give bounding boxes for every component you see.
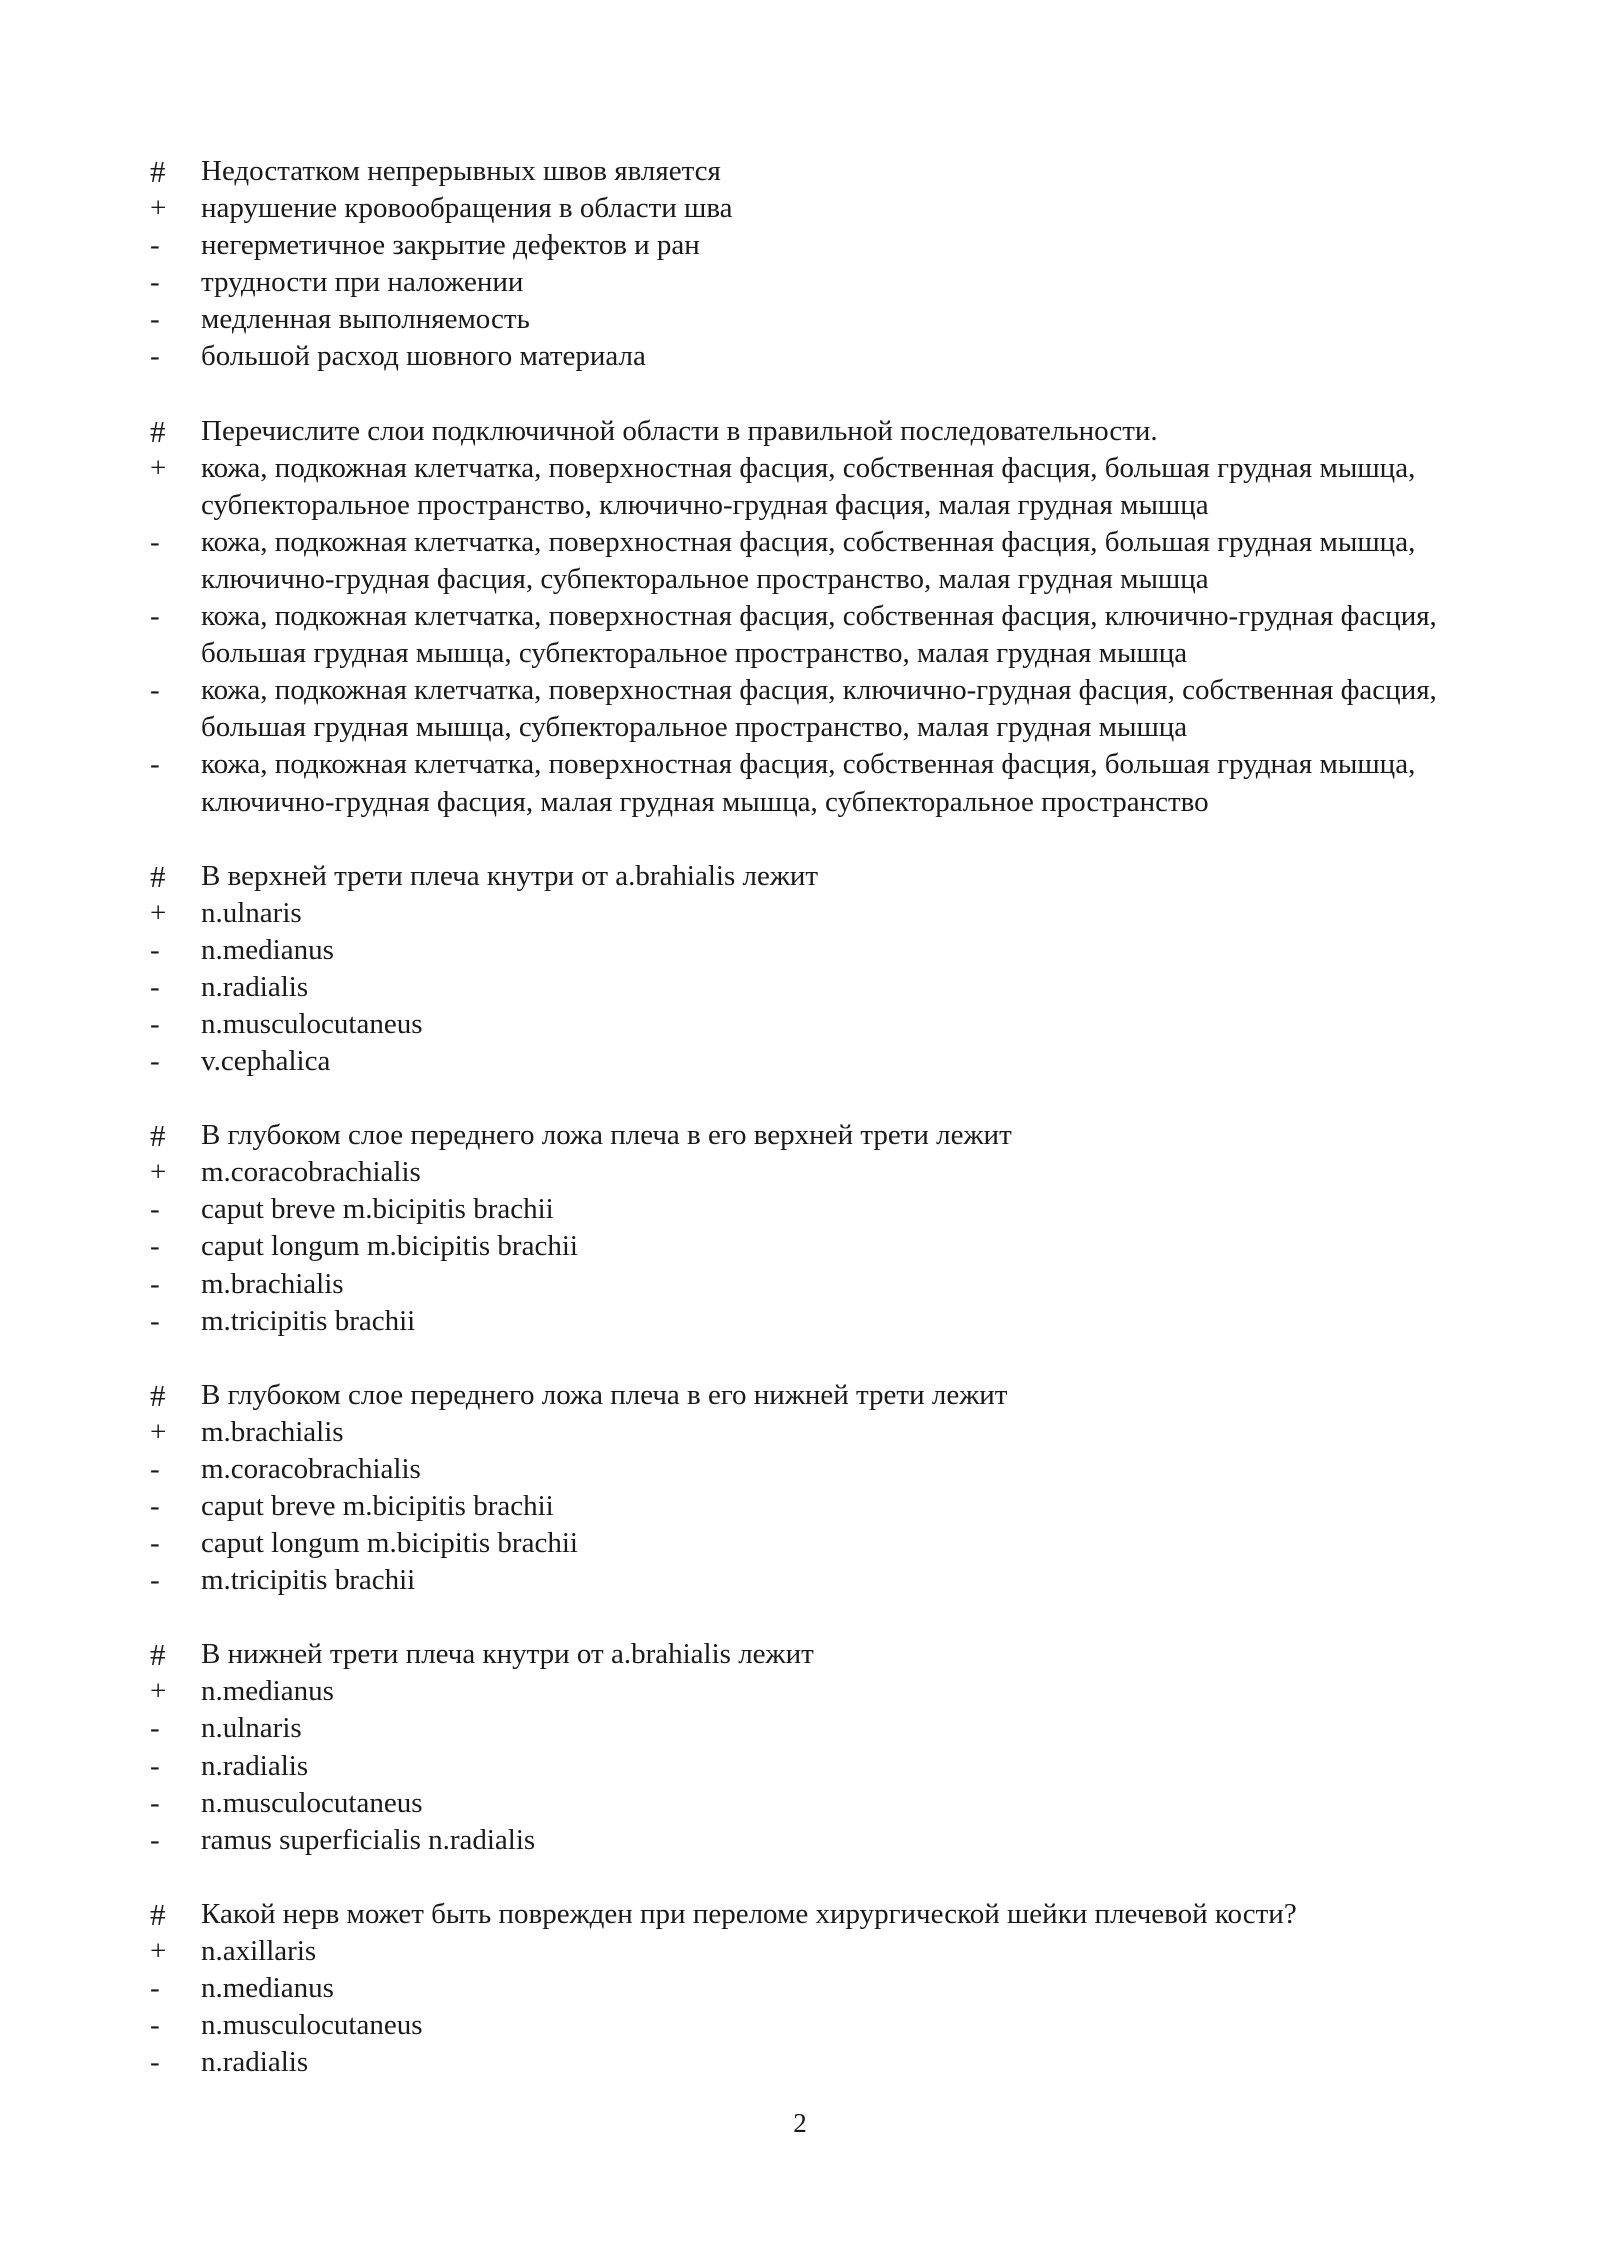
answer-text: n.medianus bbox=[201, 1675, 334, 1708]
answer-option bbox=[150, 672, 1480, 746]
answer-text: v.cephalica bbox=[201, 1045, 331, 1078]
answer-text: caput breve m.bicipitis brachii bbox=[201, 1490, 554, 1522]
question-text: Недостатком непрерывных швов является bbox=[201, 155, 721, 187]
answer-marker: - bbox=[150, 1230, 160, 1263]
question-marker: # bbox=[150, 1377, 166, 1413]
answer-marker: - bbox=[150, 2046, 160, 2079]
question-line bbox=[150, 1896, 1480, 1933]
answer-text: n.musculocutaneus bbox=[201, 2009, 423, 2042]
question-text: Перечислите слои подключичной области в правильной последовательности. bbox=[201, 414, 1158, 447]
answer-marker: - bbox=[150, 266, 160, 299]
answer-text: n.radialis bbox=[201, 1749, 309, 1782]
answer-text: m.tricipitis brachii bbox=[201, 1564, 416, 1597]
question-marker: # bbox=[150, 1118, 166, 1154]
answer-text: caput longum m.bicipitis brachii bbox=[201, 1230, 578, 1263]
question-line bbox=[150, 1117, 1480, 1154]
answer-correct bbox=[150, 1154, 1480, 1191]
answer-marker: - bbox=[150, 1452, 160, 1485]
answer-marker: + bbox=[150, 192, 167, 225]
answer-marker: - bbox=[150, 1712, 160, 1745]
answer-text: кожа, подкожная клетчатка, поверхностная фасция, собственная фасция, большая грудная мышца, ключично-грудная фасция, малая грудная мышца, субпекторальное пространство bbox=[201, 748, 1416, 818]
answer-marker: - bbox=[150, 1786, 160, 1819]
answer-marker: - bbox=[150, 1972, 160, 2005]
answer-option bbox=[150, 1303, 1480, 1340]
answer-option bbox=[150, 301, 1480, 338]
answer-option bbox=[150, 598, 1480, 672]
question-line bbox=[150, 153, 1480, 190]
answer-text: caput longum m.bicipitis brachii bbox=[201, 1527, 578, 1560]
question-text: В глубоком слое переднего ложа плеча в его нижней трети лежит bbox=[201, 1378, 1008, 1411]
answer-option bbox=[150, 1006, 1480, 1043]
answer-correct bbox=[150, 1673, 1480, 1710]
answer-option bbox=[150, 932, 1480, 969]
question-line bbox=[150, 413, 1480, 450]
answer-text: n.musculocutaneus bbox=[201, 1007, 423, 1040]
question-line bbox=[150, 1636, 1480, 1673]
answer-marker: - bbox=[150, 970, 160, 1003]
answer-option bbox=[150, 1822, 1480, 1859]
answer-option bbox=[150, 1191, 1480, 1228]
question-text: Какой нерв может быть поврежден при переломе хирургической шейки плечевой кости? bbox=[201, 1897, 1297, 1930]
answer-option bbox=[150, 338, 1480, 375]
answer-text: n.ulnaris bbox=[201, 896, 302, 929]
answer-marker: - bbox=[150, 1749, 160, 1782]
answer-option bbox=[150, 1785, 1480, 1822]
answer-option bbox=[150, 2044, 1480, 2081]
question-block bbox=[150, 1117, 1480, 1340]
question-marker: # bbox=[150, 858, 166, 894]
answer-correct bbox=[150, 1933, 1480, 1970]
question-marker: # bbox=[150, 154, 166, 189]
answer-text: n.ulnaris bbox=[201, 1712, 302, 1745]
answer-option bbox=[150, 1710, 1480, 1747]
answer-marker: - bbox=[150, 1490, 160, 1522]
answer-marker: - bbox=[150, 1304, 160, 1337]
answer-correct bbox=[150, 190, 1480, 227]
answer-text: нарушение кровообращения в области шва bbox=[201, 192, 733, 225]
answer-option bbox=[150, 1970, 1480, 2007]
answer-text: n.radialis bbox=[201, 2046, 309, 2079]
answer-marker: + bbox=[150, 451, 167, 484]
answer-option bbox=[150, 1562, 1480, 1599]
answer-marker: - bbox=[150, 933, 160, 966]
answer-text: n.medianus bbox=[201, 933, 334, 966]
answer-option bbox=[150, 1228, 1480, 1265]
answer-marker: + bbox=[150, 1156, 167, 1189]
answer-text: медленная выполняемость bbox=[201, 303, 530, 336]
answer-marker: + bbox=[150, 1415, 167, 1448]
answer-text: кожа, подкожная клетчатка, поверхностная фасция, собственная фасция, большая грудная мышца, субпекторальное пространство, ключично-грудная фасция, малая грудная мышца bbox=[201, 451, 1416, 521]
answer-correct bbox=[150, 450, 1480, 524]
answer-text: кожа, подкожная клетчатка, поверхностная фасция, ключично-грудная фасция, собственная фасция, большая грудная мышца, субпекторальное пространство, малая грудная мышца bbox=[201, 674, 1437, 744]
answer-option bbox=[150, 227, 1480, 264]
answer-text: трудности при наложении bbox=[201, 266, 524, 299]
question-text: В нижней трети плеча кнутри от a.brahialis лежит bbox=[201, 1638, 814, 1671]
question-block bbox=[150, 413, 1480, 821]
answer-marker: - bbox=[150, 1193, 160, 1226]
answer-text: кожа, подкожная клетчатка, поверхностная фасция, собственная фасция, большая грудная мышца, ключично-грудная фасция, субпекторальное пространство, малая грудная мышца bbox=[201, 525, 1416, 595]
answer-marker: - bbox=[150, 525, 160, 558]
answer-text: кожа, подкожная клетчатка, поверхностная фасция, собственная фасция, ключично-грудная фасция, большая грудная мышца, субпекторальное пространство, малая грудная мышца bbox=[201, 600, 1437, 670]
question-line bbox=[150, 1377, 1480, 1414]
question-marker: # bbox=[150, 413, 166, 449]
question-block bbox=[150, 1896, 1480, 2081]
answer-option bbox=[150, 1043, 1480, 1080]
answer-marker: - bbox=[150, 340, 160, 373]
answer-option bbox=[150, 1451, 1480, 1488]
answer-marker: - bbox=[150, 748, 160, 781]
answer-text: ramus superficialis n.radialis bbox=[201, 1823, 536, 1856]
question-line bbox=[150, 858, 1480, 895]
answer-text: m.brachialis bbox=[201, 1415, 344, 1448]
question-marker: # bbox=[150, 1637, 166, 1673]
answer-correct bbox=[150, 1414, 1480, 1451]
answer-text: m.coracobrachialis bbox=[201, 1156, 421, 1189]
answer-correct bbox=[150, 895, 1480, 932]
answer-option bbox=[150, 746, 1480, 820]
answer-marker: + bbox=[150, 1934, 167, 1967]
answer-text: n.medianus bbox=[201, 1972, 334, 2005]
question-block bbox=[150, 1636, 1480, 1859]
answer-text: m.coracobrachialis bbox=[201, 1452, 421, 1485]
answer-text: caput breve m.bicipitis brachii bbox=[201, 1193, 554, 1226]
answer-option bbox=[150, 524, 1480, 598]
answer-marker: - bbox=[150, 2009, 160, 2042]
answer-option bbox=[150, 264, 1480, 301]
answer-option bbox=[150, 1488, 1480, 1525]
answer-marker: - bbox=[150, 600, 160, 633]
answer-option bbox=[150, 969, 1480, 1006]
question-block bbox=[150, 153, 1480, 376]
answer-marker: - bbox=[150, 1267, 160, 1300]
answer-marker: - bbox=[150, 1007, 160, 1040]
answer-marker: - bbox=[150, 303, 160, 336]
answer-marker: - bbox=[150, 674, 160, 707]
answer-marker: - bbox=[150, 1527, 160, 1560]
question-text: В глубоком слое переднего ложа плеча в его верхней трети лежит bbox=[201, 1119, 1012, 1152]
answer-option bbox=[150, 2007, 1480, 2044]
answer-text: n.radialis bbox=[201, 970, 309, 1003]
answer-text: m.brachialis bbox=[201, 1267, 344, 1300]
answer-marker: - bbox=[150, 1823, 160, 1856]
answer-text: большой расход шовного материала bbox=[201, 340, 646, 373]
answer-text: негерметичное закрытие дефектов и ран bbox=[201, 229, 700, 262]
answer-text: n.musculocutaneus bbox=[201, 1786, 423, 1819]
answer-marker: - bbox=[150, 1564, 160, 1597]
answer-marker: + bbox=[150, 896, 167, 929]
question-block bbox=[150, 1377, 1480, 1600]
answer-option bbox=[150, 1748, 1480, 1785]
question-list bbox=[150, 153, 1480, 2118]
question-block bbox=[150, 858, 1480, 1081]
page-number: 2 bbox=[793, 2108, 807, 2138]
answer-marker: + bbox=[150, 1675, 167, 1708]
answer-option bbox=[150, 1266, 1480, 1303]
question-text: В верхней трети плеча кнутри от a.brahialis лежит bbox=[201, 859, 819, 892]
answer-option bbox=[150, 1525, 1480, 1562]
answer-text: n.axillaris bbox=[201, 1934, 317, 1967]
answer-marker: - bbox=[150, 1045, 160, 1078]
question-marker: # bbox=[150, 1896, 166, 1932]
answer-marker: - bbox=[150, 229, 160, 262]
answer-text: m.tricipitis brachii bbox=[201, 1304, 416, 1337]
